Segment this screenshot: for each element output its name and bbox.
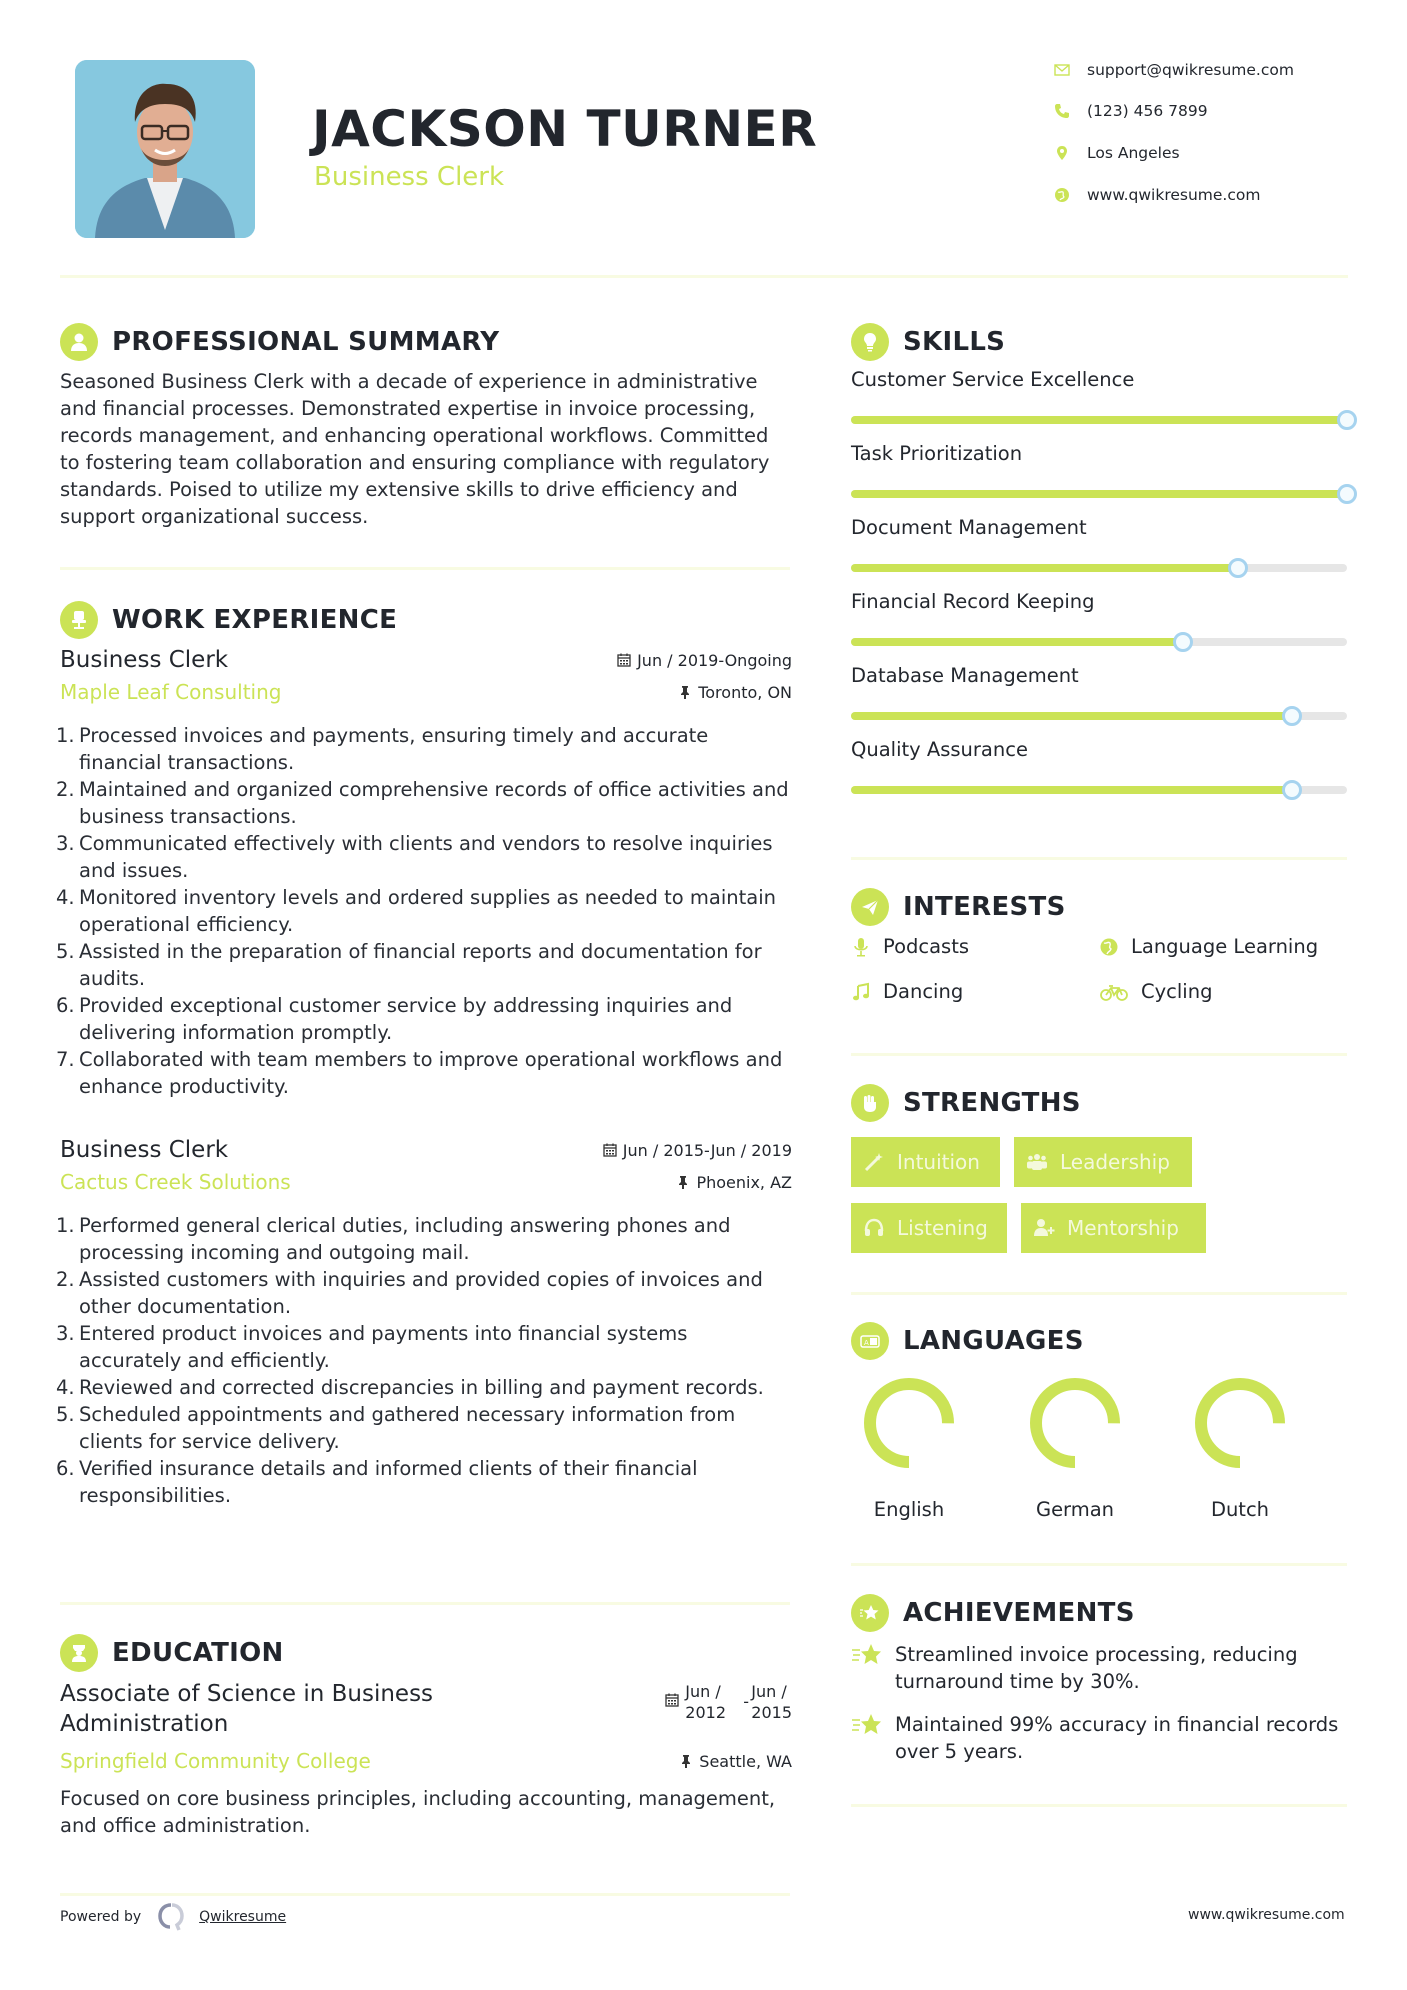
footer-divider [60,1893,790,1896]
languages-section [851,1321,1347,1521]
calendar-icon [603,1143,617,1157]
language-progress-ring [1028,1376,1122,1470]
profile-photo-illustration [75,60,255,238]
paper-plane-icon [851,888,889,926]
duty-item: 3. Communicated effectively with clients and vendors to resolve inquiries and issues. [56,832,773,882]
pushpin-icon [679,1754,693,1768]
candidate-job-title: Business Clerk [314,162,505,192]
office-chair-icon [60,601,98,639]
footer-website[interactable]: www.qwikresume.com [1188,1907,1345,1923]
contact-location-text: Los Angeles [1087,144,1180,162]
section-header [851,887,1347,927]
contact-location [1052,140,1372,166]
duty-item: 3. Entered product invoices and payments into financial systems accurately and efficiently. [56,1322,688,1372]
contact-email-text: support@qwikresume.com [1087,61,1294,79]
qwikresume-link[interactable]: Qwikresume [199,1909,287,1925]
duty-item: 2. Assisted customers with inquiries and provided copies of invoices and other documentation. [56,1268,763,1318]
music-note-icon [851,982,871,1002]
duty-item: 5. Scheduled appointments and gathered necessary information from clients for service delivery. [56,1403,736,1453]
achievements-list [851,1641,1347,1765]
language-item: Dutch [1180,1376,1300,1521]
summary-text: Seasoned Business Clerk with a decade of experience in administrative and financial processes. Demonstrated expertise in invoice processing, records management, and enhancing operational workflows. Committed to fostering team collaboration and ensuring compliance with regulatory standards. Poised to utilize my extensive skills to drive efficiency and support organizational success. [60,370,770,528]
skill-bar [851,786,1347,794]
section-title: SKILLS [903,327,1006,357]
company-name: Maple Leaf Consulting [60,680,282,704]
job-location: Toronto, ON [678,683,792,702]
duty-item: 2. Maintained and organized comprehensive records of office activities and business transactions. [56,778,789,828]
language-item: English [849,1376,969,1521]
section-header [60,600,792,640]
section-header [60,322,792,362]
job-role: Business Clerk [60,1137,229,1163]
section-divider [60,1602,790,1605]
job-entry [56,644,792,1100]
shooting-star-icon [851,1641,885,1669]
school-location: Seattle, WA [679,1752,792,1771]
duty-item: 5. Assisted in the preparation of financial reports and documentation for audits. [56,940,762,990]
bicycle-icon [1099,982,1129,1002]
skills-section [851,322,1347,812]
section-title: STRENGTHS [903,1088,1081,1118]
duty-item: 6. Verified insurance details and informed clients of their financial responsibilities. [56,1457,698,1507]
fist-icon [851,1084,889,1122]
contact-website-text: www.qwikresume.com [1087,186,1261,204]
powered-by [60,1902,286,1932]
duties-list [56,722,792,1100]
skill-bar [851,564,1347,572]
strength-tag: Intuition [851,1137,1000,1187]
section-title: WORK EXPERIENCE [112,605,398,635]
duty-item: 4. Reviewed and corrected discrepancies in billing and payment records. [56,1376,764,1399]
calendar-icon [665,1693,679,1707]
language-progress-ring [862,1376,956,1470]
section-title: EDUCATION [112,1638,284,1668]
profile-photo [75,60,255,238]
powered-by-label: Powered by [60,1909,142,1925]
users-icon [1026,1151,1048,1173]
section-title: ACHIEVEMENTS [903,1598,1135,1628]
strength-tag: Listening [851,1203,1007,1253]
interest-item: Podcasts [851,935,969,958]
section-divider [851,1804,1347,1807]
duty-item: 1. Processed invoices and payments, ensuring timely and accurate financial transactions. [56,724,709,774]
skill-knob [1173,632,1193,652]
contact-email[interactable] [1052,57,1372,83]
duty-item: 1. Performed general clerical duties, including answering phones and processing incoming and outgoing mail. [56,1214,731,1264]
language-progress-ring [1193,1376,1287,1470]
skill-knob [1337,410,1357,430]
section-divider [851,1292,1347,1295]
section-header [60,1633,792,1673]
translate-icon [851,1322,889,1360]
graduate-icon [60,1634,98,1672]
skill-item: Quality Assurance [851,738,1347,794]
skill-item: Database Management [851,664,1347,720]
job-dates: Jun / 2015-Jun / 2019 [603,1141,792,1160]
strengths-section [851,1083,1347,1263]
skill-item: Financial Record Keeping [851,590,1347,646]
skill-knob [1228,558,1248,578]
skill-knob [1337,484,1357,504]
calendar-icon [617,653,631,667]
work-experience-section [56,600,792,1509]
duty-item: 6. Provided exceptional customer service by addressing inquiries and delivering information promptly. [56,994,733,1044]
headphones-icon [863,1217,885,1239]
pushpin-icon [678,685,692,699]
shooting-star-icon [851,1711,885,1739]
interest-item: Cycling [1099,980,1212,1003]
section-title: INTERESTS [903,892,1066,922]
skill-bar [851,638,1347,646]
duty-item: 7. Collaborated with team members to improve operational workflows and enhance productivity. [56,1048,783,1098]
interest-item: Language Learning [1099,935,1318,958]
skill-item: Document Management [851,516,1347,572]
section-divider [851,1563,1347,1566]
strength-tag: Mentorship [1021,1203,1206,1253]
user-plus-icon [1033,1217,1055,1239]
candidate-name: JACKSON TURNER [312,100,818,158]
duties-list [56,1212,792,1509]
education-dates: Jun / 2012 - Jun / 2015 [665,1681,792,1739]
user-icon [60,323,98,361]
section-header [851,1083,1347,1123]
skill-bar [851,712,1347,720]
contact-phone-text: (123) 456 7899 [1087,102,1208,120]
strength-tag: Leadership [1014,1137,1192,1187]
qwikresume-logo-icon [157,1902,185,1932]
microphone-icon [851,937,871,957]
professional-summary-section [60,322,792,530]
lightbulb-icon [851,323,889,361]
section-divider [851,1053,1347,1056]
map-marker-icon [1052,143,1072,163]
job-location: Phoenix, AZ [676,1173,792,1192]
skills-list [851,368,1347,794]
skill-item: Customer Service Excellence [851,368,1347,424]
company-name: Cactus Creek Solutions [60,1170,291,1194]
achievement-item: Streamlined invoice processing, reducing turnaround time by 30%. [851,1641,1347,1695]
contact-website[interactable] [1052,182,1372,208]
section-header [851,322,1347,362]
phone-icon [1052,101,1072,121]
skill-item: Task Prioritization [851,442,1347,498]
job-dates: Jun / 2019-Ongoing [617,651,792,670]
skill-bar [851,490,1347,498]
language-item: German [1015,1376,1135,1521]
achievement-item: Maintained 99% accuracy in financial records over 5 years. [851,1711,1347,1765]
school-name: Springfield Community College [60,1749,371,1773]
job-entry [56,1134,792,1509]
degree-name: Associate of Science in Business Administration [60,1681,434,1737]
education-section [60,1633,792,1839]
achievements-section [851,1593,1347,1781]
magic-wand-icon [863,1151,885,1173]
svg-text:A: A [864,1339,869,1347]
interest-item: Dancing [851,980,963,1003]
interests-section [851,887,1347,1027]
skill-bar [851,416,1347,424]
duty-item: 4. Monitored inventory levels and ordered supplies as needed to maintain operational efficiency. [56,886,776,936]
envelope-icon [1052,60,1072,80]
skill-knob [1282,706,1302,726]
contact-phone[interactable] [1052,98,1372,124]
section-header [851,1321,1347,1361]
globe-icon [1099,937,1119,957]
section-title: LANGUAGES [903,1326,1084,1356]
education-description: Focused on core business principles, including accounting, management, and office administration. [60,1787,776,1837]
skill-knob [1282,780,1302,800]
job-role: Business Clerk [60,647,229,673]
section-title: PROFESSIONAL SUMMARY [112,327,500,357]
header-divider [60,275,1348,278]
section-header [851,1593,1347,1633]
star-badge-icon [851,1594,889,1632]
section-divider [60,567,790,570]
globe-icon [1052,185,1072,205]
pushpin-icon [676,1175,690,1189]
section-divider [851,857,1347,860]
